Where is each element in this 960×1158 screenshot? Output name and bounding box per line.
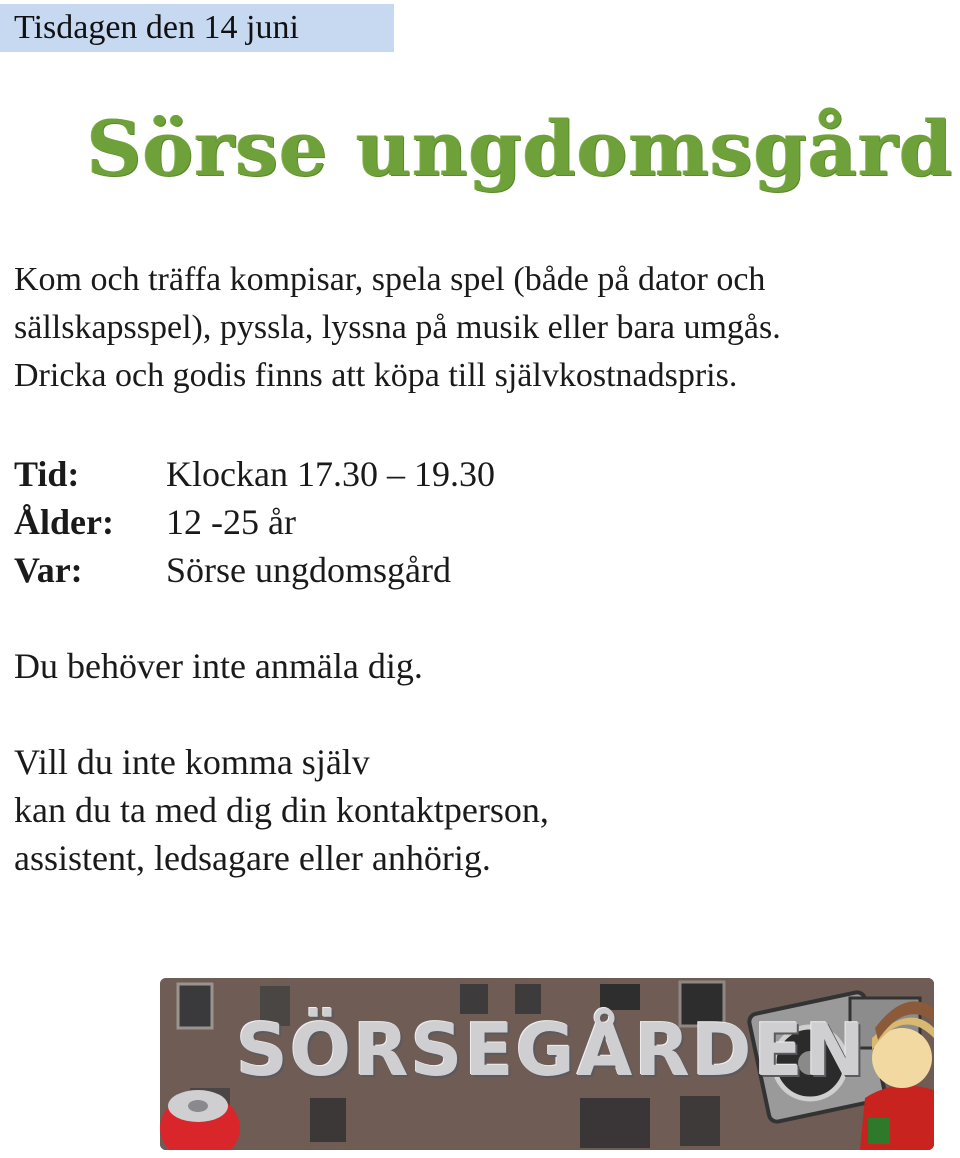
detail-value: 12 -25 år <box>166 502 296 542</box>
intro-text <box>14 256 954 400</box>
registration-note: Du behöver inte anmäla dig. <box>14 646 423 686</box>
detail-label: Tid: <box>14 454 80 494</box>
closing-text <box>14 738 549 882</box>
detail-row-age <box>14 498 495 546</box>
closing-line: assistent, ledsagare eller anhörig. <box>14 838 491 878</box>
intro-line: sällskapsspel), pyssla, lyssna på musik eller bara umgås. <box>14 309 781 346</box>
detail-row-place <box>14 546 495 594</box>
detail-label: Ålder: <box>14 502 114 542</box>
banner-logo-text: SÖRSEGÅRDEN <box>236 1008 868 1092</box>
detail-row-time <box>14 450 495 498</box>
closing-line: Vill du inte komma själv <box>14 742 370 782</box>
detail-value: Klockan 17.30 – 19.30 <box>166 454 495 494</box>
details-table <box>14 450 495 594</box>
date-banner: Tisdagen den 14 juni <box>0 4 394 52</box>
closing-line: kan du ta med dig din kontaktperson, <box>14 790 549 830</box>
sorsegarden-banner <box>160 978 934 1150</box>
page-title: Sörse ungdomsgård <box>86 104 954 193</box>
detail-value: Sörse ungdomsgård <box>166 550 451 590</box>
detail-label: Var: <box>14 550 83 590</box>
intro-line: Kom och träffa kompisar, spela spel (både på dator och <box>14 261 766 298</box>
intro-line: Dricka och godis finns att köpa till självkostnadspris. <box>14 357 738 394</box>
